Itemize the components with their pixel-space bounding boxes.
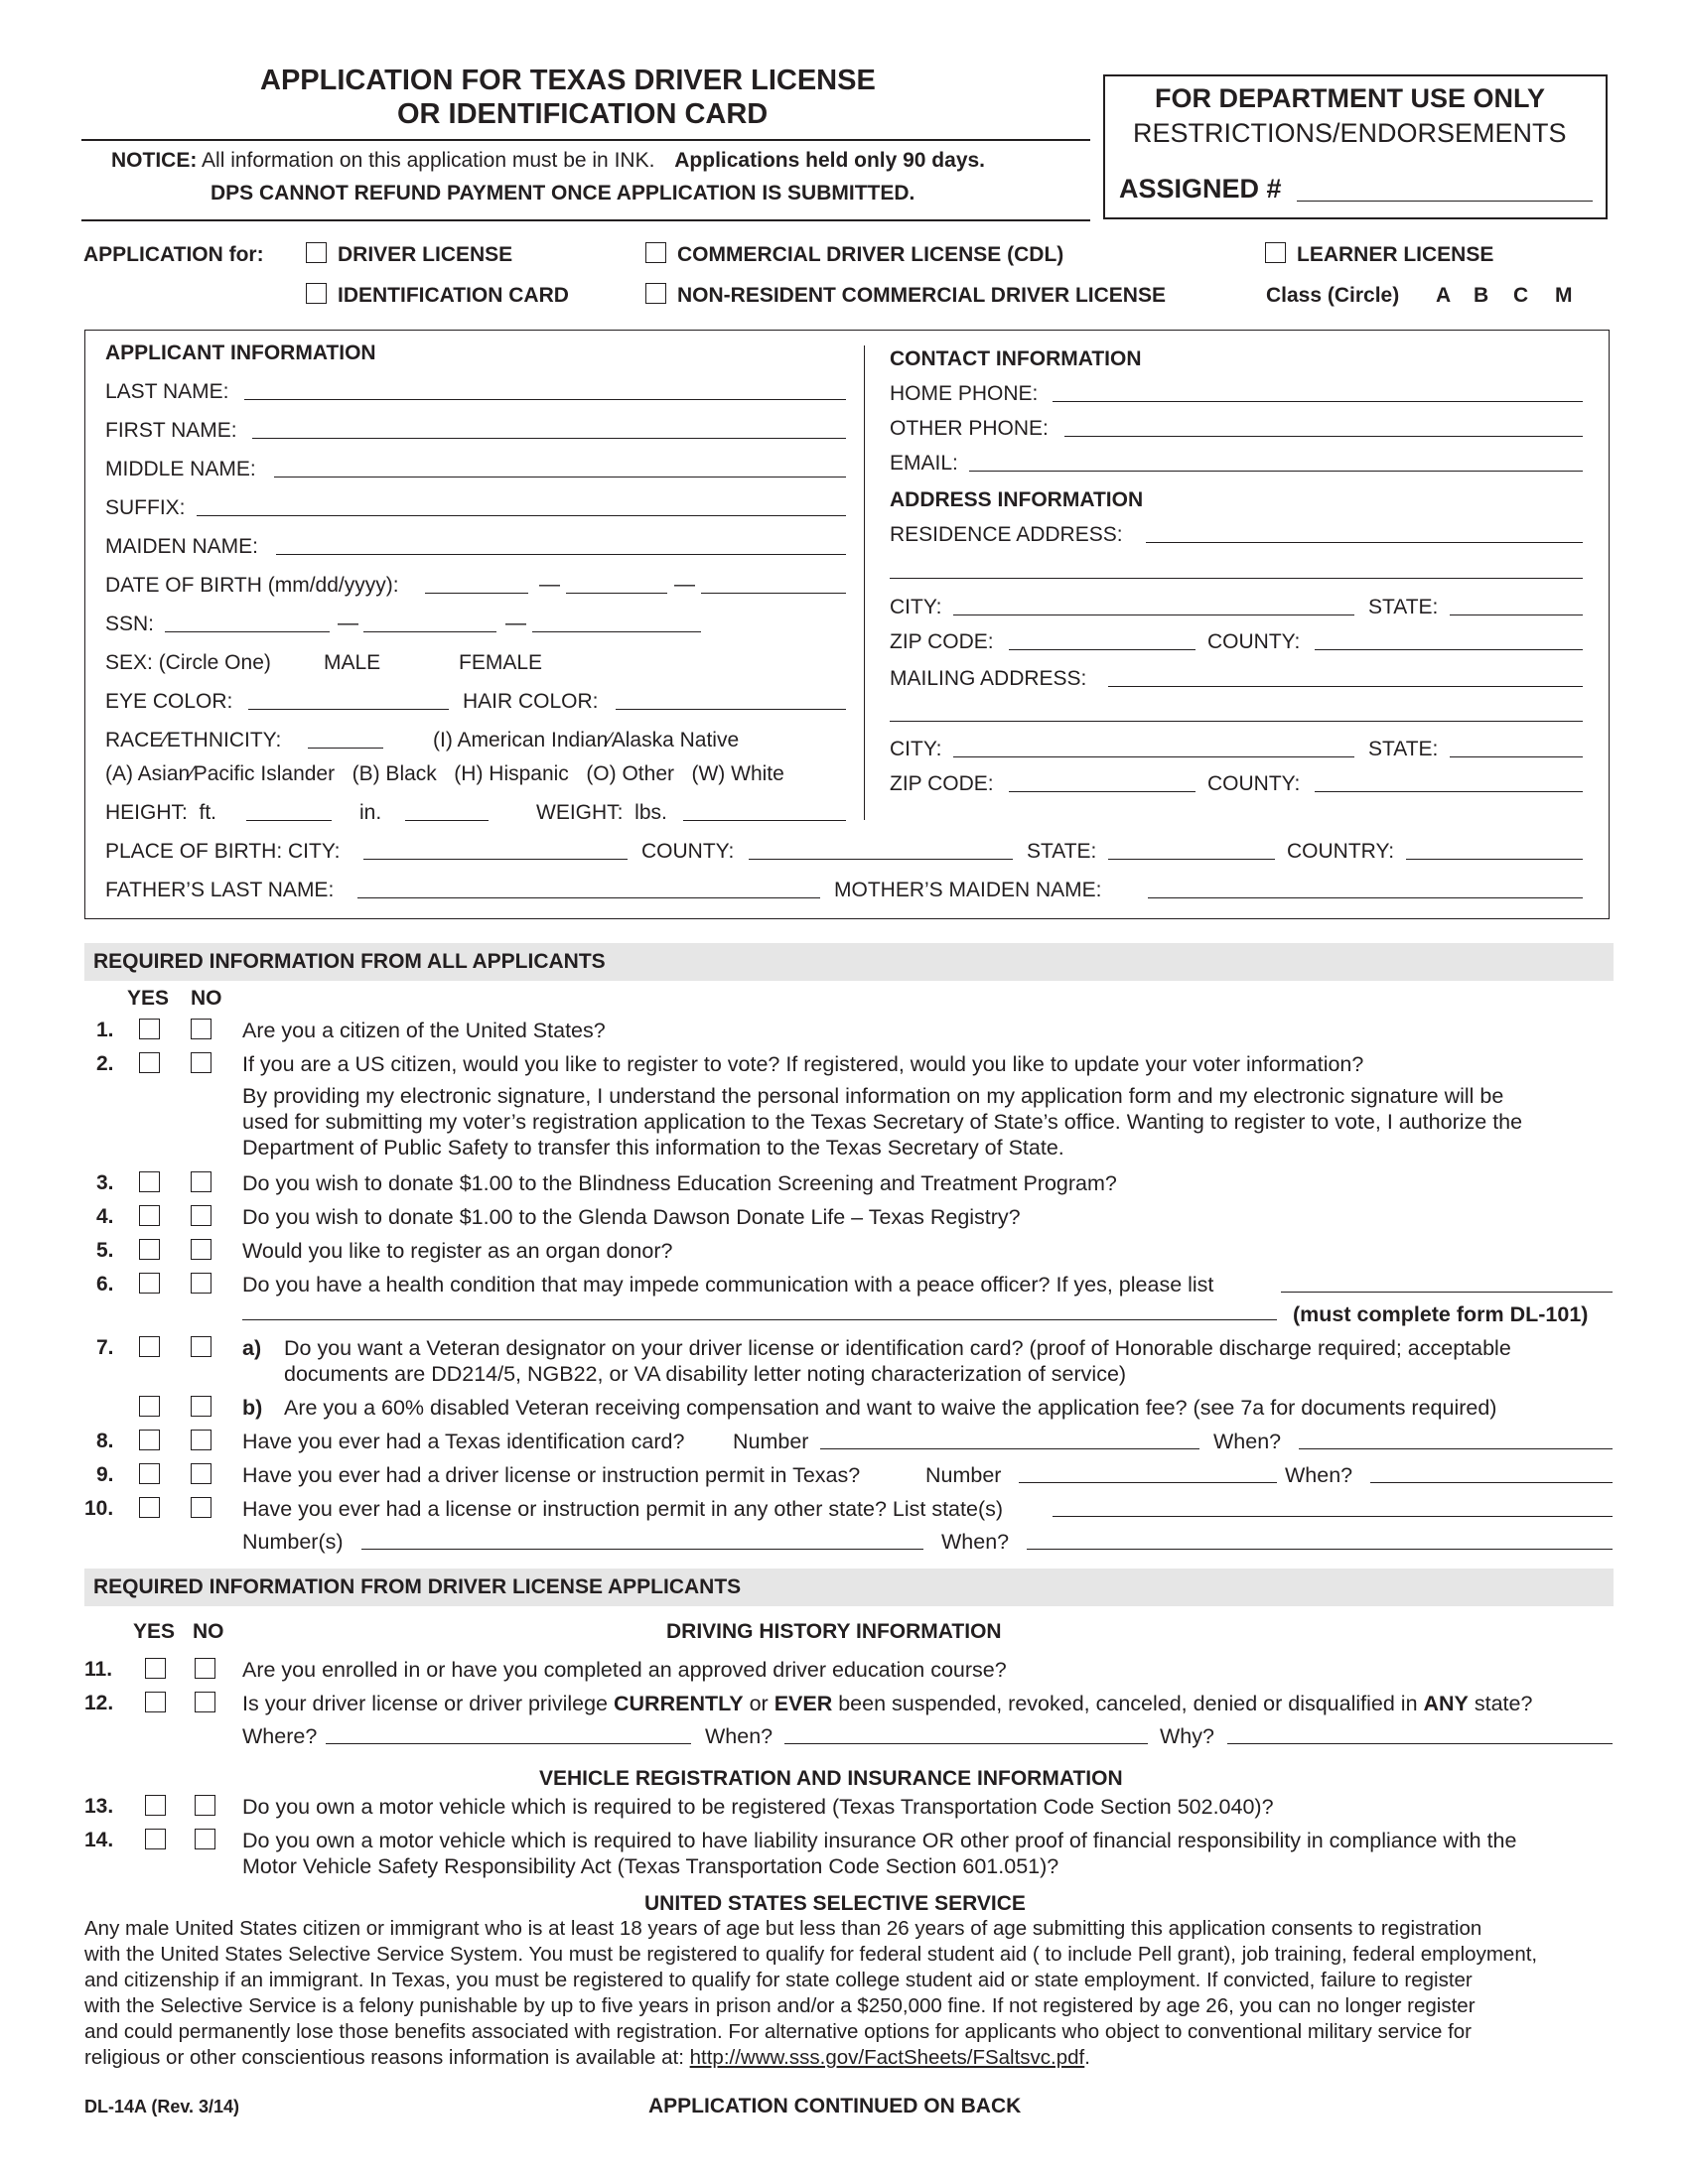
no-header: NO [191, 987, 222, 1010]
maiden-name-field[interactable] [276, 554, 846, 555]
header-rule-bottom [81, 219, 1090, 221]
q10-number: 10. [84, 1497, 114, 1520]
ssn-dash-1: — [338, 612, 358, 634]
q7a-no-checkbox[interactable] [191, 1336, 211, 1357]
q2-consent-line3: Department of Public Safety to transfer this information to the Texas Secretary of State. [242, 1136, 1064, 1160]
q12-or: or [743, 1692, 774, 1715]
q14-yes-checkbox[interactable] [145, 1829, 166, 1849]
mailing-address-field[interactable] [1108, 686, 1583, 687]
notice-label: NOTICE: [111, 149, 198, 172]
ssn-part1-field[interactable] [165, 631, 330, 632]
q2-text: If you are a US citizen, would you like to register to vote? If registered, would you like to update your voter information? [242, 1052, 1364, 1076]
height-inches-label: in. [359, 801, 382, 824]
q13-no-checkbox[interactable] [195, 1795, 215, 1816]
mailing-zip-label: ZIP CODE: [890, 772, 994, 795]
q12-when-label: When? [705, 1724, 774, 1748]
residence-address-field-2[interactable] [890, 578, 1583, 579]
residence-county-field[interactable] [1315, 649, 1583, 650]
q4-no-checkbox[interactable] [191, 1205, 211, 1226]
q8-when-label: When? [1213, 1430, 1282, 1453]
mailing-state-label: STATE: [1368, 738, 1439, 760]
q5-text: Would you like to register as an organ donor? [242, 1239, 673, 1263]
q10-states-field[interactable] [1053, 1516, 1613, 1517]
q3-number: 3. [96, 1171, 114, 1194]
mailing-zip-field[interactable] [1009, 791, 1196, 792]
race-label: RACE∕ETHNICITY: [105, 729, 282, 751]
q9-number: 9. [96, 1463, 114, 1486]
dob-label: DATE OF BIRTH (mm/dd/yyyy): [105, 574, 399, 597]
form-title-line2: OR IDENTIFICATION CARD [397, 98, 769, 130]
continued-on-back: APPLICATION CONTINUED ON BACK [648, 2095, 1022, 2117]
race-options: (A) Asian∕Pacific Islander (B) Black (H) Hispanic (O) Other (W) White [105, 762, 784, 785]
q12-text [242, 1692, 1532, 1716]
q6-note: (must complete form DL-101) [1293, 1302, 1589, 1326]
class-c[interactable]: C [1513, 284, 1529, 307]
q6-condition-field[interactable] [1281, 1292, 1613, 1293]
pob-city-label: PLACE OF BIRTH: CITY: [105, 840, 341, 863]
residence-zip-field[interactable] [1009, 649, 1196, 650]
q2-no-checkbox[interactable] [191, 1052, 211, 1073]
q2-consent-line2: used for submitting my voter’s registration application to the Texas Secretary of State’s office. Wanting to register to vote, I authorize the [242, 1110, 1523, 1134]
residence-state-label: STATE: [1368, 596, 1439, 618]
pob-state-field[interactable] [1108, 859, 1275, 860]
q6-no-checkbox[interactable] [191, 1273, 211, 1294]
suffix-field[interactable] [197, 515, 846, 516]
q12-where-label: Where? [242, 1724, 318, 1748]
notice-refund: DPS CANNOT REFUND PAYMENT ONCE APPLICATION IS SUBMITTED. [211, 182, 915, 205]
height-label: HEIGHT: ft. [105, 801, 217, 824]
dl-no-header: NO [193, 1620, 224, 1643]
selective-line-4: with the Selective Service is a felony punishable by up to five years in prison and/or a $250,000 fine. If not registered by age 26, you can no longer register [84, 1994, 1476, 2017]
assigned-field[interactable] [1297, 201, 1593, 202]
q7a-yes-checkbox[interactable] [139, 1336, 160, 1357]
q9-number-field[interactable] [1019, 1482, 1277, 1483]
vehicle-heading: VEHICLE REGISTRATION AND INSURANCE INFORMATION [539, 1767, 1123, 1790]
other-phone-label: OTHER PHONE: [890, 417, 1049, 440]
q9-no-checkbox[interactable] [191, 1463, 211, 1484]
middle-name-field[interactable] [274, 477, 846, 478]
q13-number: 13. [84, 1795, 114, 1818]
q6-text: Do you have a health condition that may impede communication with a peace officer? If yes, please list [242, 1273, 1214, 1297]
q7-number: 7. [96, 1336, 114, 1359]
q1-no-checkbox[interactable] [191, 1019, 211, 1039]
dept-subtitle: RESTRICTIONS/ENDORSEMENTS [1133, 118, 1567, 148]
q6-number: 6. [96, 1273, 114, 1296]
q1-yes-checkbox[interactable] [139, 1019, 160, 1039]
q9-number-label: Number [925, 1463, 1002, 1487]
class-b[interactable]: B [1474, 284, 1489, 307]
mailing-state-field[interactable] [1450, 756, 1583, 757]
q10-when-field[interactable] [1027, 1549, 1613, 1550]
class-a[interactable]: A [1436, 284, 1452, 307]
selective-period: . [1084, 2046, 1090, 2069]
mother-maiden-name-label: MOTHER’S MAIDEN NAME: [834, 879, 1102, 901]
q7a-text-line1: Do you want a Veteran designator on your driver license or identification card? (proof of Honorable discharge required; acceptable [284, 1336, 1511, 1360]
dob-month-field[interactable] [425, 593, 528, 594]
pob-county-field[interactable] [749, 859, 1013, 860]
home-phone-label: HOME PHONE: [890, 382, 1039, 405]
suffix-label: SUFFIX: [105, 496, 186, 519]
q8-text: Have you ever had a Texas identification card? [242, 1430, 685, 1453]
selective-service-paragraph [84, 1916, 1614, 2071]
residence-city-label: CITY: [890, 596, 942, 618]
cdl-label: COMMERCIAL DRIVER LICENSE (CDL) [677, 243, 1064, 266]
q5-yes-checkbox[interactable] [139, 1239, 160, 1260]
selective-line-1: Any male United States citizen or immigrant who is at least 18 years of age but less than 26 years of age submitting this application consents to registration [84, 1917, 1482, 1940]
hair-color-label: HAIR COLOR: [463, 690, 599, 713]
q12-text-a: Is your driver license or driver privilege [242, 1692, 614, 1715]
driver-license-checkbox[interactable] [306, 242, 327, 263]
selective-line-6 [84, 2045, 1614, 2071]
dob-day-field[interactable] [566, 593, 667, 594]
selective-line-3: and citizenship if an immigrant. In Texas, you must be registered to qualify for state college student aid or state employment. If convicted, failure to register [84, 1969, 1473, 1991]
q4-yes-checkbox[interactable] [139, 1205, 160, 1226]
mailing-city-label: CITY: [890, 738, 942, 760]
dept-title: FOR DEPARTMENT USE ONLY [1155, 83, 1546, 113]
residence-city-field[interactable] [953, 614, 1354, 615]
q11-yes-checkbox[interactable] [145, 1658, 166, 1679]
q8-yes-checkbox[interactable] [139, 1430, 160, 1450]
q3-yes-checkbox[interactable] [139, 1171, 160, 1192]
dob-year-field[interactable] [701, 593, 846, 594]
q7a-label: a) [242, 1336, 262, 1360]
pob-county-label: COUNTY: [641, 840, 735, 863]
class-m[interactable]: M [1555, 284, 1573, 307]
eye-color-field[interactable] [248, 709, 449, 710]
q10-yes-checkbox[interactable] [139, 1497, 160, 1518]
q8-when-field[interactable] [1299, 1448, 1613, 1449]
q12-any: ANY [1423, 1692, 1469, 1715]
q11-number: 11. [84, 1658, 113, 1681]
q10-numbers-label: Number(s) [242, 1530, 344, 1554]
q7b-text: Are you a 60% disabled Veteran receiving compensation and want to waive the application fee? (see 7a for documents required) [284, 1396, 1497, 1420]
residence-county-label: COUNTY: [1207, 630, 1301, 653]
mother-maiden-name-field[interactable] [1148, 897, 1583, 898]
race-field[interactable] [308, 748, 383, 749]
mailing-address-label: MAILING ADDRESS: [890, 667, 1087, 690]
header-rule-top [81, 139, 1090, 141]
first-name-field[interactable] [252, 438, 846, 439]
notice-text: All information on this application must be in INK. [202, 149, 655, 172]
notice [111, 149, 985, 173]
class-circle-label: Class (Circle) [1266, 284, 1400, 307]
required-dl-heading: REQUIRED INFORMATION FROM DRIVER LICENSE APPLICANTS [93, 1575, 742, 1598]
ssn-dash-2: — [505, 612, 526, 634]
q8-no-checkbox[interactable] [191, 1430, 211, 1450]
weight-field[interactable] [683, 820, 846, 821]
notice-held: Applications held only 90 days. [674, 149, 986, 172]
q9-yes-checkbox[interactable] [139, 1463, 160, 1484]
pob-state-label: STATE: [1027, 840, 1097, 863]
form-title-line1: APPLICATION FOR TEXAS DRIVER LICENSE [260, 65, 876, 96]
q14-text-line1: Do you own a motor vehicle which is required to have liability insurance OR other proof of financial responsibility in compliance with the [242, 1829, 1517, 1852]
pob-country-field[interactable] [1406, 859, 1583, 860]
mailing-county-label: COUNTY: [1207, 772, 1301, 795]
q8-number: 8. [96, 1430, 114, 1452]
q8-number-field[interactable] [820, 1448, 1199, 1449]
middle-name-label: MIDDLE NAME: [105, 458, 256, 480]
q12-when-field[interactable] [784, 1743, 1148, 1744]
q1-text: Are you a citizen of the United States? [242, 1019, 606, 1042]
height-feet-field[interactable] [246, 820, 332, 821]
selective-line-6-text: religious or other conscientious reasons information is available at: [84, 2046, 690, 2069]
q13-yes-checkbox[interactable] [145, 1795, 166, 1816]
selective-line-5: and could permanently lose those benefits associated with registration. For alternative options for applicants who object to conventional military service for [84, 2020, 1473, 2043]
driving-history-heading: DRIVING HISTORY INFORMATION [666, 1620, 1002, 1643]
q12-why-label: Why? [1160, 1724, 1214, 1748]
sex-male[interactable]: MALE [324, 651, 381, 674]
q3-no-checkbox[interactable] [191, 1171, 211, 1192]
q9-when-field[interactable] [1370, 1482, 1613, 1483]
cdl-checkbox[interactable] [645, 242, 666, 263]
q1-number: 1. [96, 1019, 114, 1041]
dl-yes-header: YES [133, 1620, 176, 1643]
sex-female[interactable]: FEMALE [459, 651, 543, 674]
pob-city-field[interactable] [363, 859, 628, 860]
identification-card-label: IDENTIFICATION CARD [338, 284, 569, 307]
q4-number: 4. [96, 1205, 114, 1228]
address-heading: ADDRESS INFORMATION [890, 488, 1144, 511]
residence-address-label: RESIDENCE ADDRESS: [890, 523, 1123, 546]
father-last-name-label: FATHER’S LAST NAME: [105, 879, 335, 901]
driver-license-label: DRIVER LICENSE [338, 243, 513, 266]
q12-yes-checkbox[interactable] [145, 1692, 166, 1712]
q7a-text-line2: documents are DD214/5, NGB22, or VA disability letter noting characterization of service) [284, 1362, 1127, 1386]
q12-no-checkbox[interactable] [195, 1692, 215, 1712]
applicant-heading: APPLICANT INFORMATION [105, 341, 376, 364]
hair-color-field[interactable] [616, 709, 846, 710]
dob-dash-1: — [539, 573, 560, 596]
q10-when-label: When? [941, 1530, 1010, 1554]
q9-text: Have you ever had a driver license or instruction permit in Texas? [242, 1463, 861, 1487]
contact-heading: CONTACT INFORMATION [890, 347, 1142, 370]
mailing-county-field[interactable] [1315, 791, 1583, 792]
height-inches-field[interactable] [405, 820, 489, 821]
q10-numbers-field[interactable] [361, 1549, 923, 1550]
q6-yes-checkbox[interactable] [139, 1273, 160, 1294]
ssn-label: SSN: [105, 613, 155, 635]
q12-number: 12. [84, 1692, 114, 1714]
residence-zip-label: ZIP CODE: [890, 630, 994, 653]
column-divider [864, 345, 865, 820]
application-for-label: APPLICATION for: [83, 243, 264, 266]
non-resident-cdl-checkbox[interactable] [645, 283, 666, 304]
q2-number: 2. [96, 1052, 114, 1075]
q5-number: 5. [96, 1239, 114, 1262]
required-all-heading: REQUIRED INFORMATION FROM ALL APPLICANTS [93, 950, 606, 973]
dob-dash-2: — [674, 573, 695, 596]
mailing-city-field[interactable] [953, 756, 1354, 757]
q8-number-label: Number [733, 1430, 809, 1453]
yes-header: YES [127, 987, 170, 1010]
race-option-i: (I) American Indian∕Alaska Native [433, 729, 740, 751]
non-resident-cdl-label: NON-RESIDENT COMMERCIAL DRIVER LICENSE [677, 284, 1166, 307]
eye-color-label: EYE COLOR: [105, 690, 233, 713]
q12-why-field[interactable] [1227, 1743, 1613, 1744]
q7b-no-checkbox[interactable] [191, 1396, 211, 1417]
q7b-yes-checkbox[interactable] [139, 1396, 160, 1417]
q13-text: Do you own a motor vehicle which is required to be registered (Texas Transportation Code Section 502.040)? [242, 1795, 1274, 1819]
email-label: EMAIL: [890, 452, 958, 475]
q2-consent-line1: By providing my electronic signature, I understand the personal information on my application form and my electronic signature will be [242, 1084, 1504, 1108]
residence-state-field[interactable] [1450, 614, 1583, 615]
q2-yes-checkbox[interactable] [139, 1052, 160, 1073]
last-name-field[interactable] [244, 399, 846, 400]
weight-label: WEIGHT: lbs. [536, 801, 667, 824]
q14-no-checkbox[interactable] [195, 1829, 215, 1849]
q6-condition-field-2[interactable] [242, 1319, 1277, 1320]
q5-no-checkbox[interactable] [191, 1239, 211, 1260]
ssn-part2-field[interactable] [363, 631, 496, 632]
q7b-label: b) [242, 1396, 263, 1420]
other-phone-field[interactable] [1064, 436, 1583, 437]
q4-text: Do you wish to donate $1.00 to the Glenda Dawson Donate Life – Texas Registry? [242, 1205, 1021, 1229]
first-name-label: FIRST NAME: [105, 419, 237, 442]
q12-where-field[interactable] [326, 1743, 691, 1744]
q3-text: Do you wish to donate $1.00 to the Blindness Education Screening and Treatment Program? [242, 1171, 1117, 1195]
q10-text: Have you ever had a license or instruction permit in any other state? List state(s) [242, 1497, 1004, 1521]
home-phone-field[interactable] [1053, 401, 1583, 402]
applicant-contact-box [84, 330, 1610, 919]
q12-text-b: been suspended, revoked, canceled, denied or disqualified in [832, 1692, 1424, 1715]
father-last-name-field[interactable] [357, 897, 820, 898]
q14-number: 14. [84, 1829, 114, 1851]
identification-card-checkbox[interactable] [306, 283, 327, 304]
learner-license-checkbox[interactable] [1265, 242, 1286, 263]
pob-country-label: COUNTRY: [1287, 840, 1395, 863]
maiden-name-label: MAIDEN NAME: [105, 535, 259, 558]
q12-currently: CURRENTLY [614, 1692, 744, 1715]
residence-address-field[interactable] [1146, 542, 1583, 543]
q12-text-c: state? [1468, 1692, 1533, 1715]
q11-text: Are you enrolled in or have you completed an approved driver education course? [242, 1658, 1007, 1682]
q9-when-label: When? [1285, 1463, 1353, 1487]
q12-ever: EVER [774, 1692, 833, 1715]
sex-label: SEX: (Circle One) [105, 651, 271, 674]
selective-service-heading: UNITED STATES SELECTIVE SERVICE [644, 1892, 1026, 1915]
q14-text-line2: Motor Vehicle Safety Responsibility Act (Texas Transportation Code Section 601.051)? [242, 1854, 1059, 1878]
q11-no-checkbox[interactable] [195, 1658, 215, 1679]
assigned-label: ASSIGNED # [1119, 174, 1282, 204]
form-id: DL-14A (Rev. 3/14) [84, 2097, 240, 2116]
email-field[interactable] [969, 471, 1583, 472]
mailing-address-field-2[interactable] [890, 721, 1583, 722]
last-name-label: LAST NAME: [105, 380, 229, 403]
ssn-part3-field[interactable] [532, 631, 701, 632]
selective-line-2: with the United States Selective Service System. You must be registered to qualify for federal student aid ( to include Pell grant), job training, federal employment, [84, 1943, 1538, 1966]
learner-license-label: LEARNER LICENSE [1297, 243, 1494, 266]
q10-no-checkbox[interactable] [191, 1497, 211, 1518]
selective-service-link[interactable]: http://www.sss.gov/FactSheets/FSaltsvc.pdf [689, 2046, 1085, 2069]
